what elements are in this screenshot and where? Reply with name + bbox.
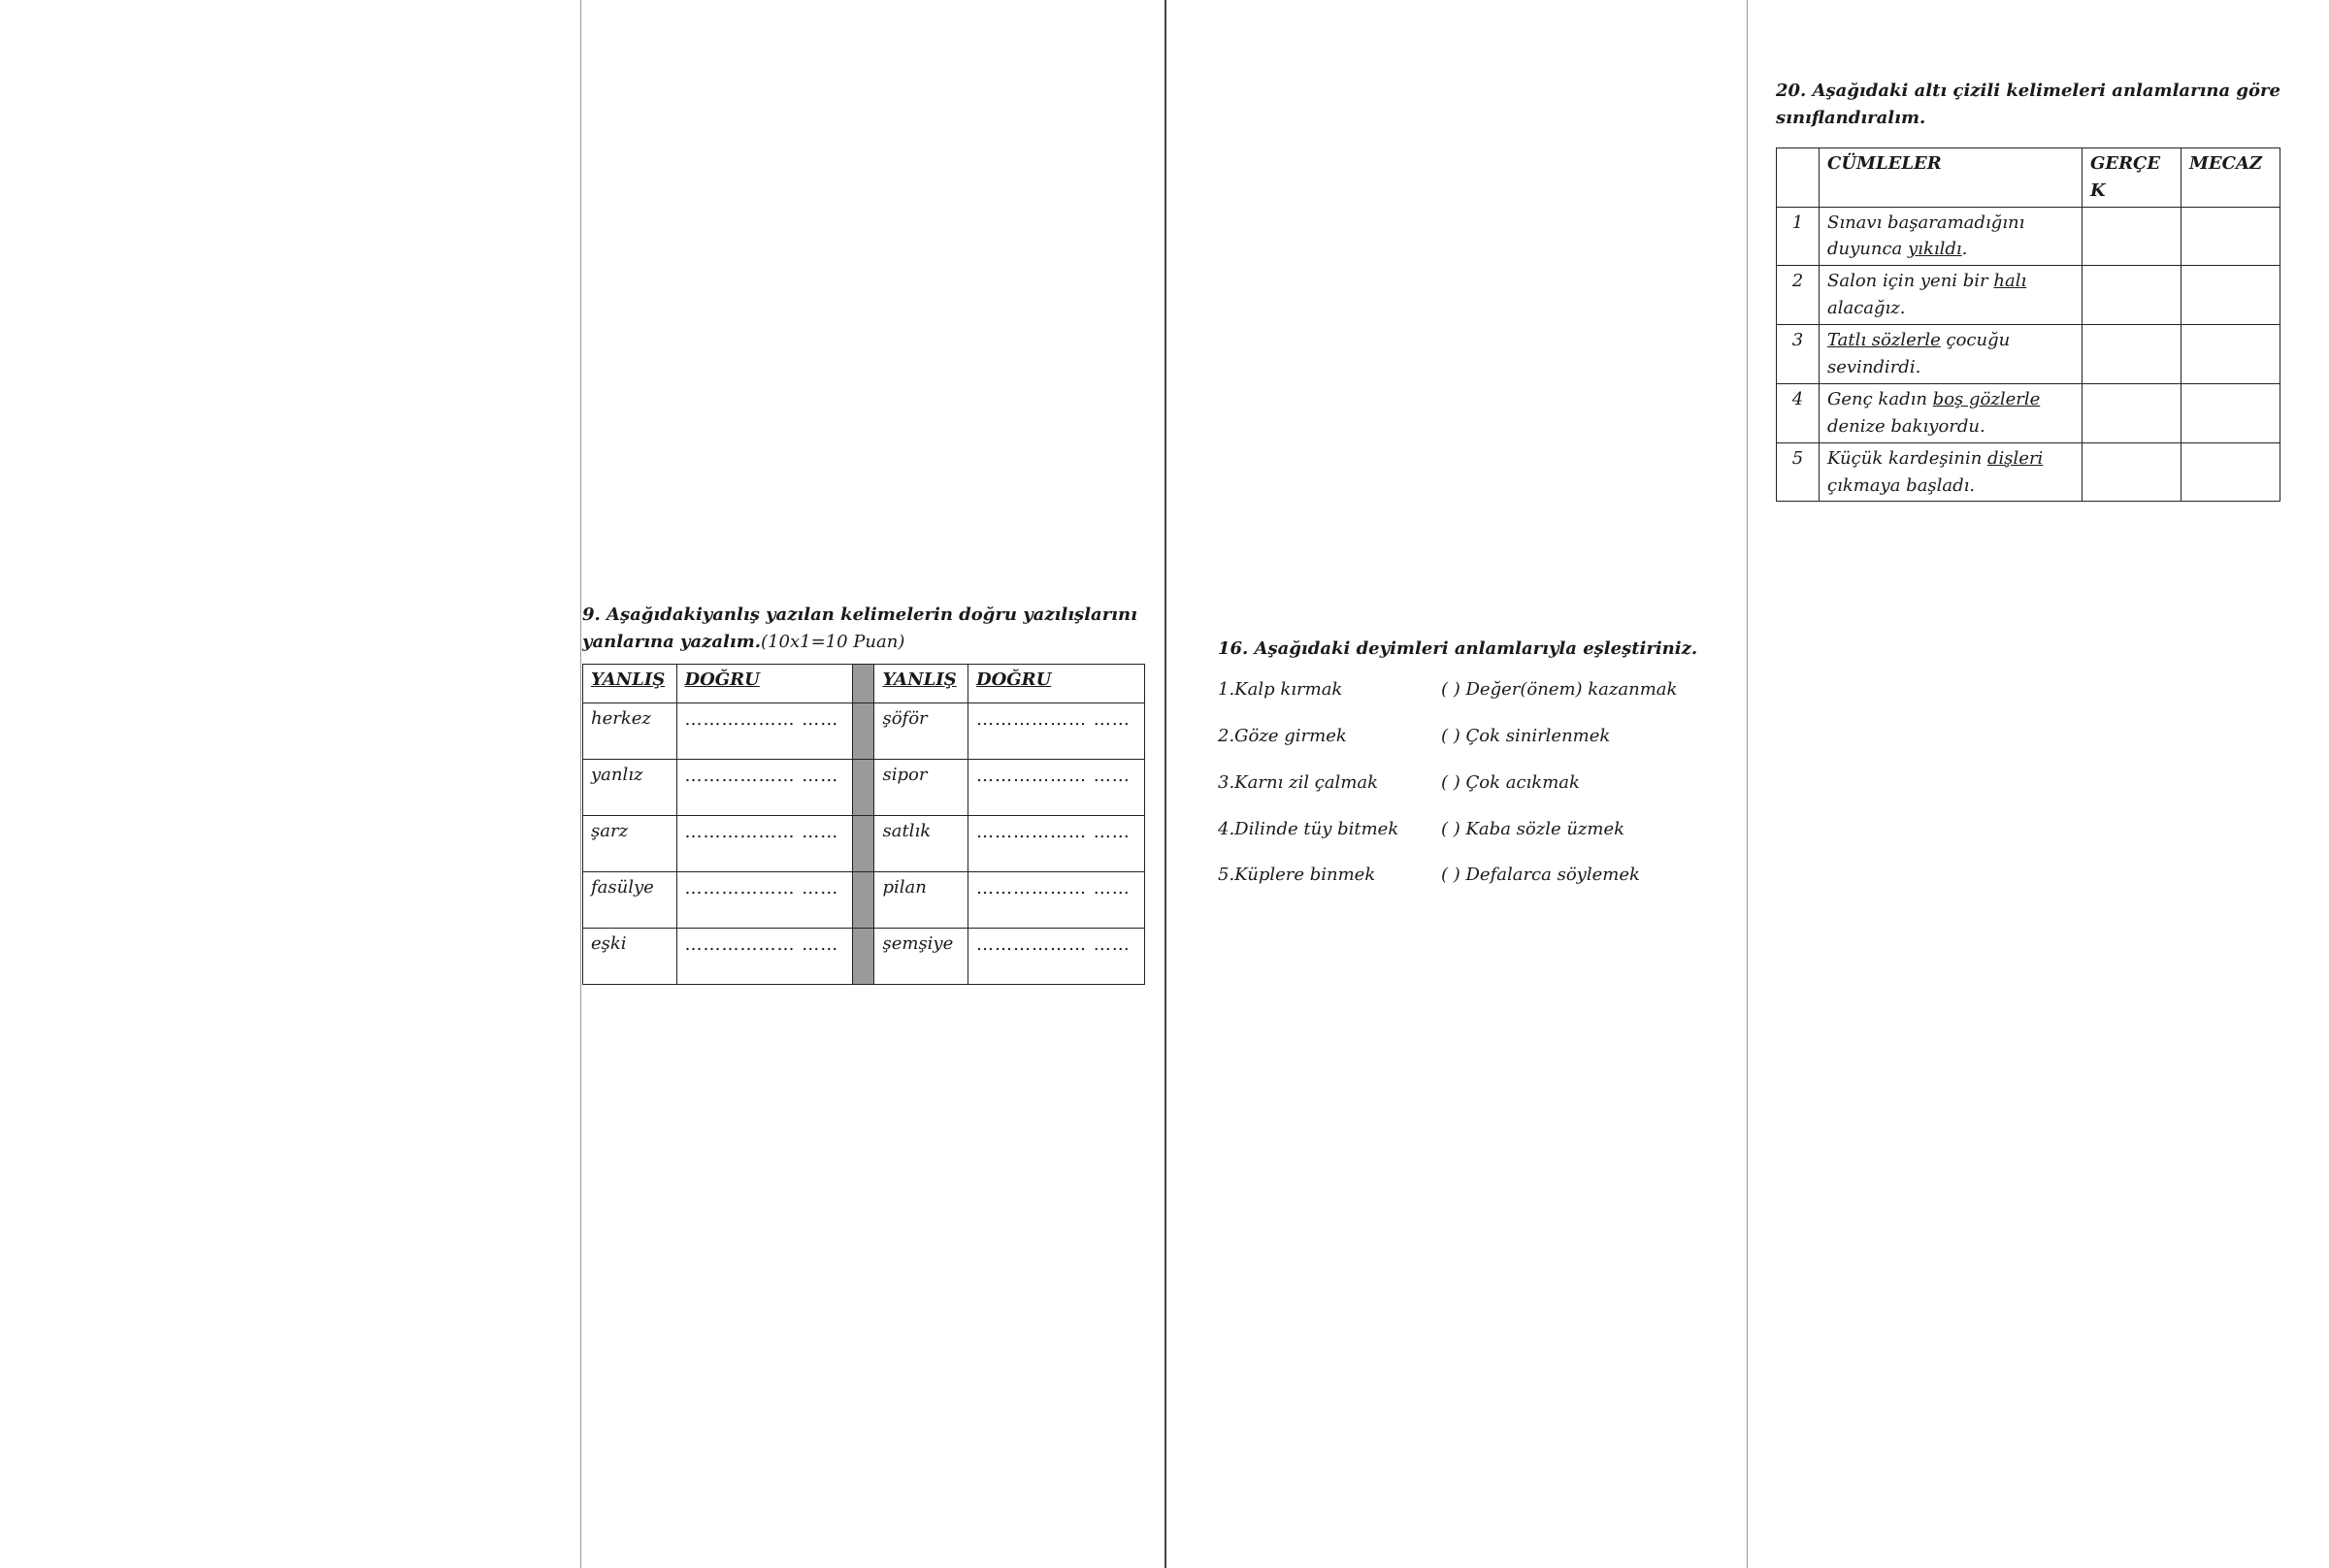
meaning-option[interactable]: ( ) Çok sinirlenmek bbox=[1441, 725, 1611, 746]
table-row bbox=[1777, 383, 2280, 442]
wrong-word: şemşiye bbox=[874, 928, 968, 984]
figurative-checkbox[interactable] bbox=[2181, 325, 2280, 384]
question-prompt: 9. Aşağıdakiyanlış yazılan kelimelerin doğru yazılışlarını yanlarına yazalım. bbox=[582, 604, 1137, 652]
wrong-word: pilan bbox=[874, 871, 968, 928]
answer-blank[interactable]: ……………… …… bbox=[968, 815, 1145, 871]
figurative-checkbox[interactable] bbox=[2181, 442, 2280, 502]
idiom: 4.Dilinde tüy bitmek bbox=[1218, 818, 1399, 839]
wrong-word: sipor bbox=[874, 759, 968, 815]
wrong-word: eşki bbox=[583, 928, 677, 984]
idiom: 2.Göze girmek bbox=[1218, 725, 1347, 746]
idiom-matching-list bbox=[1218, 676, 1722, 889]
classification-table bbox=[1776, 147, 2280, 503]
question-16 bbox=[1218, 636, 1722, 889]
row-number: 4 bbox=[1777, 383, 1820, 442]
header-literal: GERÇE K bbox=[2083, 147, 2181, 207]
table-row bbox=[1777, 207, 2280, 266]
figurative-checkbox[interactable] bbox=[2181, 383, 2280, 442]
row-number: 1 bbox=[1777, 207, 1820, 266]
answer-blank[interactable]: ……………… …… bbox=[968, 871, 1145, 928]
figurative-checkbox[interactable] bbox=[2181, 207, 2280, 266]
answer-blank[interactable]: ……………… …… bbox=[676, 928, 853, 984]
literal-checkbox[interactable] bbox=[2083, 325, 2181, 384]
table-separator bbox=[853, 871, 874, 928]
answer-blank[interactable]: ……………… …… bbox=[676, 759, 853, 815]
table-separator bbox=[853, 702, 874, 759]
wrong-word: yanlız bbox=[583, 759, 677, 815]
table-separator bbox=[853, 815, 874, 871]
table-row bbox=[583, 871, 1145, 928]
table-separator bbox=[853, 928, 874, 984]
meaning-option[interactable]: ( ) Defalarca söylemek bbox=[1441, 865, 1640, 886]
idiom: 1.Kalp kırmak bbox=[1218, 678, 1343, 700]
underlined-word: dişleri bbox=[1987, 447, 2044, 469]
question-20 bbox=[1776, 78, 2280, 502]
sentence: Küçük kardeşinin dişleri çıkmaya başladı. bbox=[1820, 442, 2083, 502]
answer-blank[interactable]: ……………… …… bbox=[968, 759, 1145, 815]
question-9 bbox=[582, 602, 1145, 985]
table-row bbox=[1777, 325, 2280, 384]
answer-blank[interactable]: ……………… …… bbox=[968, 928, 1145, 984]
figurative-checkbox[interactable] bbox=[2181, 266, 2280, 325]
column-divider bbox=[1747, 0, 1748, 1568]
header-figurative: MECAZ bbox=[2181, 147, 2280, 207]
header-wrong: YANLIŞ bbox=[874, 664, 968, 702]
underlined-word: boş gözlerle bbox=[1932, 388, 2041, 409]
idiom: 3.Karnı zil çalmak bbox=[1218, 771, 1379, 793]
table-separator bbox=[853, 664, 874, 702]
meaning-option[interactable]: ( ) Kaba sözle üzmek bbox=[1441, 818, 1625, 839]
table-row bbox=[583, 759, 1145, 815]
sentence: Sınavı başaramadığını duyunca yıkıldı. bbox=[1820, 207, 2083, 266]
table-row bbox=[583, 815, 1145, 871]
header-number bbox=[1777, 147, 1820, 207]
meaning-option[interactable]: ( ) Çok acıkmak bbox=[1441, 771, 1580, 793]
meaning-option[interactable]: ( ) Değer(önem) kazanmak bbox=[1441, 678, 1678, 700]
underlined-word: halı bbox=[1993, 271, 2027, 292]
wrong-word: fasülye bbox=[583, 871, 677, 928]
table-row bbox=[1777, 266, 2280, 325]
literal-checkbox[interactable] bbox=[2083, 442, 2181, 502]
literal-checkbox[interactable] bbox=[2083, 207, 2181, 266]
wrong-word: şöför bbox=[874, 702, 968, 759]
row-number: 3 bbox=[1777, 325, 1820, 384]
wrong-word: şarz bbox=[583, 815, 677, 871]
question-prompt: 20. Aşağıdaki altı çizili kelimeleri anlamlarına göre sınıflandıralım. bbox=[1776, 81, 2280, 128]
table-row bbox=[583, 928, 1145, 984]
underlined-word: yıkıldı bbox=[1908, 239, 1962, 260]
wrong-word: satlık bbox=[874, 815, 968, 871]
sentence: Salon için yeni bir halı alacağız. bbox=[1820, 266, 2083, 325]
underlined-word: Tatlı sözlerle bbox=[1827, 330, 1941, 351]
spelling-table bbox=[582, 664, 1145, 985]
literal-checkbox[interactable] bbox=[2083, 383, 2181, 442]
header-right: DOĞRU bbox=[968, 664, 1145, 702]
column-divider bbox=[580, 0, 581, 1568]
row-number: 5 bbox=[1777, 442, 1820, 502]
literal-checkbox[interactable] bbox=[2083, 266, 2181, 325]
answer-blank[interactable]: ……………… …… bbox=[968, 702, 1145, 759]
question-prompt: 16. Aşağıdaki deyimleri anlamlarıyla eşleştiriniz. bbox=[1218, 638, 1698, 659]
header-right: DOĞRU bbox=[676, 664, 853, 702]
wrong-word: herkez bbox=[583, 702, 677, 759]
answer-blank[interactable]: ……………… …… bbox=[676, 815, 853, 871]
idiom: 5.Küplere binmek bbox=[1218, 865, 1376, 886]
table-row bbox=[1777, 442, 2280, 502]
sentence: Genç kadın boş gözlerle denize bakıyordu. bbox=[1820, 383, 2083, 442]
row-number: 2 bbox=[1777, 266, 1820, 325]
header-sentences: CÜMLELER bbox=[1820, 147, 2083, 207]
answer-blank[interactable]: ……………… …… bbox=[676, 702, 853, 759]
page-fold bbox=[1164, 0, 1166, 1568]
table-separator bbox=[853, 759, 874, 815]
answer-blank[interactable]: ……………… …… bbox=[676, 871, 853, 928]
sentence: Tatlı sözlerle çocuğu sevindirdi. bbox=[1820, 325, 2083, 384]
question-points: (10x1=10 Puan) bbox=[761, 631, 905, 652]
header-wrong: YANLIŞ bbox=[583, 664, 677, 702]
table-row bbox=[583, 702, 1145, 759]
